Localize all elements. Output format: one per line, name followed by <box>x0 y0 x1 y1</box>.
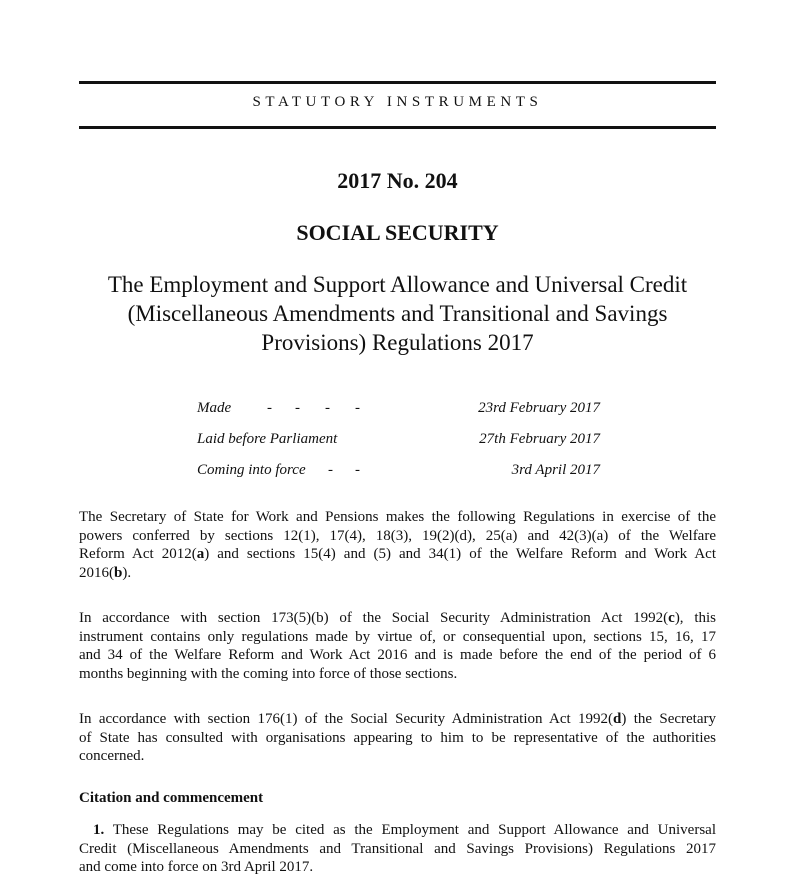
date-row-in-force <box>197 462 600 493</box>
date-label: Made <box>197 400 232 416</box>
footnote-ref[interactable]: c <box>668 610 675 626</box>
instrument-subject: SOCIAL SECURITY <box>296 220 499 245</box>
text-run: In accordance with section 173(5)(b) of the Social Security Administration Act 1992( <box>79 610 669 626</box>
paragraph-number: 1. <box>93 822 105 838</box>
footnote-ref[interactable]: d <box>613 711 622 727</box>
text-line: powers conferred by sections 12(1), 17(4), 18(3), 19(2)(d), 25(a) and 42(3)(a) of the Welfare <box>79 527 716 544</box>
instrument-title <box>79 270 716 357</box>
preamble-paragraph-3 <box>79 710 716 766</box>
text-line: and come into force on 3rd April 2017. <box>79 859 314 875</box>
date-label: Laid before Parliament <box>197 431 338 447</box>
dates-table <box>197 400 600 493</box>
series-heading: STATUTORY INSTRUMENTS <box>252 94 543 110</box>
preamble-paragraph-1 <box>79 508 716 582</box>
text-run: 2016( <box>79 564 114 581</box>
title-line: (Miscellaneous Amendments and Transitional and Savings <box>127 301 668 326</box>
text-line: of State has consulted with organisations appearing to him to be representative of the authorities <box>79 729 716 746</box>
date-row-made <box>197 400 600 431</box>
regulation-paragraph-1 <box>79 821 716 877</box>
date-value: 27th February 2017 <box>479 431 600 447</box>
date-row-laid <box>197 431 600 462</box>
text-run: ) and sections 15(4) and (5) and 34(1) of the Welfare Reform and Work Act <box>204 546 716 562</box>
text-line: The Secretary of State for Work and Pensions makes the following Regulations in exercise of the <box>79 509 716 525</box>
text-line <box>79 564 716 583</box>
text-run: In accordance with section 176(1) of the Social Security Administration Act 1992( <box>79 711 614 727</box>
date-value: 3rd April 2017 <box>511 462 600 478</box>
text-run: Reform Act 2012( <box>79 546 197 562</box>
text-line: instrument contains only regulations made by virtue of, or consequential upon, sections 15, 16, 17 <box>79 628 716 645</box>
section-heading: Citation and commencement <box>79 790 264 806</box>
dot-leader: - <box>295 400 300 416</box>
text-line <box>79 821 716 840</box>
text-run: ), this <box>674 610 716 626</box>
preamble-paragraph-2 <box>79 609 716 683</box>
dot-leader: - <box>355 462 360 478</box>
text-run: ) the Secretary <box>621 711 717 727</box>
instrument-number: 2017 No. 204 <box>337 168 458 193</box>
text-line <box>79 609 716 628</box>
text-line: Credit (Miscellaneous Amendments and Transitional and Savings Provisions) Regulations 2017 <box>79 840 716 857</box>
date-label: Coming into force <box>197 462 306 478</box>
text-line <box>79 545 716 564</box>
title-line: The Employment and Support Allowance and Universal Credit <box>107 272 688 297</box>
top-rule <box>79 81 716 84</box>
text-line: concerned. <box>79 748 145 764</box>
footnote-ref[interactable]: b <box>114 564 123 581</box>
text-run: ). <box>122 564 132 581</box>
title-line: Provisions) Regulations 2017 <box>261 330 534 355</box>
dot-leader: - <box>267 400 272 416</box>
date-value: 23rd February 2017 <box>478 400 600 416</box>
dot-leader: - <box>355 400 360 416</box>
dot-leader: - <box>325 400 330 416</box>
footnote-ref[interactable]: a <box>196 546 205 562</box>
dot-leader: - <box>328 462 333 478</box>
text-run: These Regulations may be cited as the Employment and Support Allowance and Universal <box>104 822 716 838</box>
text-line <box>79 710 716 729</box>
text-line: and 34 of the Welfare Reform and Work Act 2016 and is made before the end of the period of 6 <box>79 647 716 663</box>
text-line: months beginning with the coming into force of those sections. <box>79 665 458 682</box>
bottom-rule <box>79 126 716 129</box>
